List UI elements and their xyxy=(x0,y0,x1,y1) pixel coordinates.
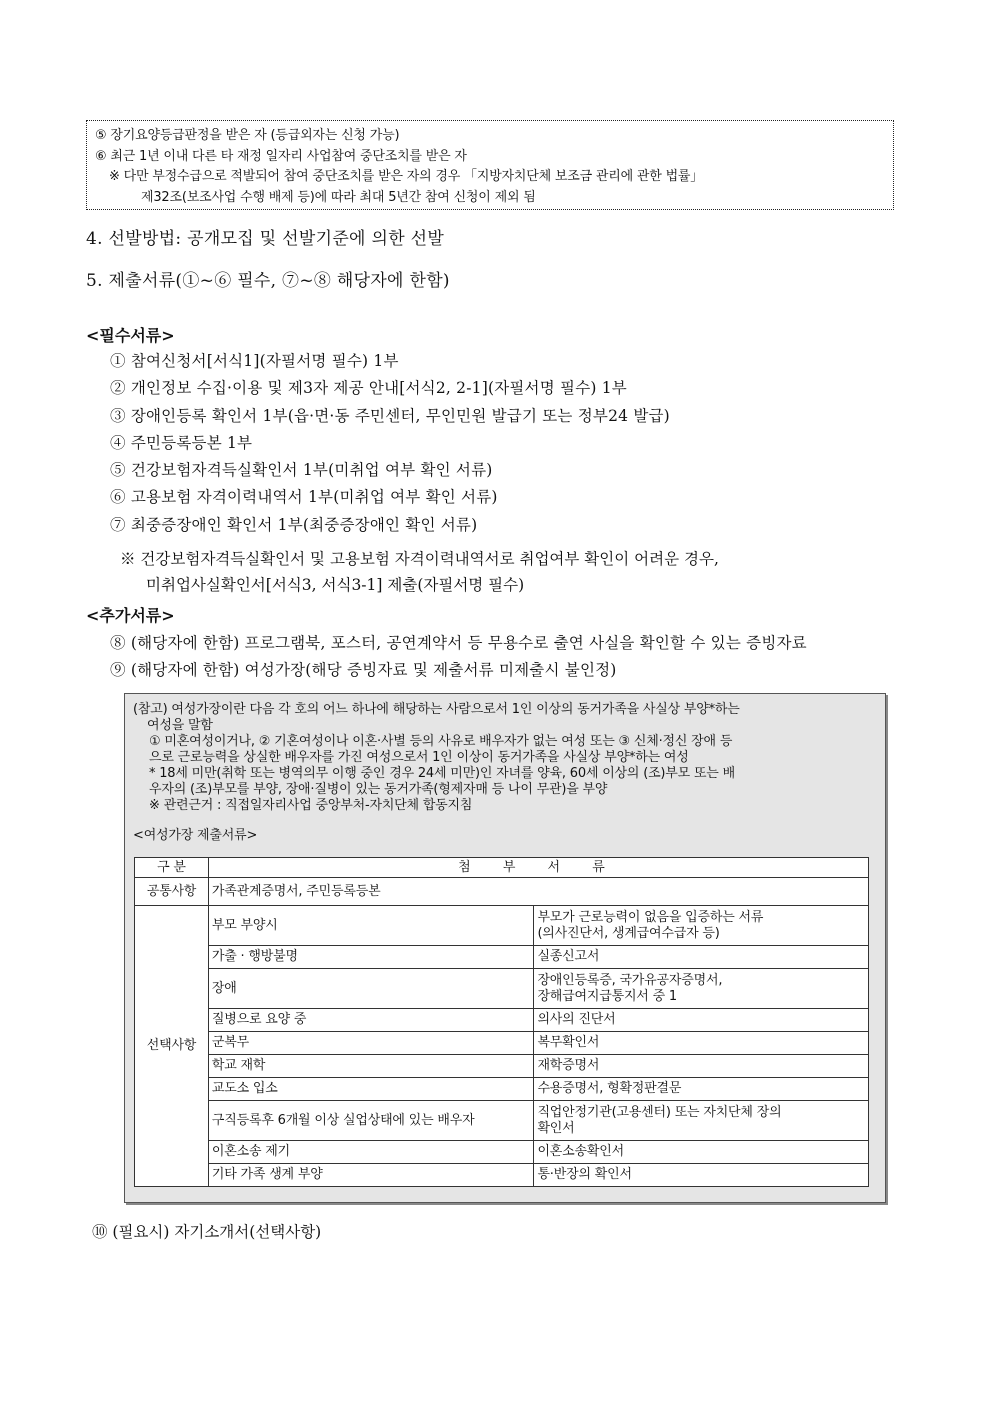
doc-line: 부모가 근로능력이 없음을 입증하는 서류 xyxy=(537,909,764,925)
exclusion-note-cont: 제32조(보조사업 수행 배제 등)에 따라 최대 5년간 참여 신청이 제외 됨 xyxy=(141,189,536,205)
table-row xyxy=(135,878,869,906)
list-item: ⑧ (해당자에 한함) 프로그램북, 포스터, 공연계약서 등 무용수로 출연 사실을 확인할 수 있는 증빙자료 xyxy=(110,634,807,652)
doc-cell: 수용증명서, 형확정판결문 xyxy=(534,1078,869,1101)
table-header-category: 구 분 xyxy=(135,858,209,878)
common-label: 공통사항 xyxy=(135,878,209,906)
table-row xyxy=(135,1078,869,1101)
table-row xyxy=(135,946,869,969)
exclusion-item-6: ⑥ 최근 1년 이내 다른 타 재정 일자리 사업참여 중단조치를 받은 자 xyxy=(95,148,467,164)
exclusion-item-5: ⑤ 장기요양등급판정을 받은 자 (등급외자는 신청 가능) xyxy=(95,128,400,143)
reference-definition-cont: 여성을 말함 xyxy=(147,718,213,733)
reference-basis: ※ 관련근거 : 직접일자리사업 중앙부처-자치단체 합동지침 xyxy=(149,798,473,813)
list-item: ③ 장애인등록 확인서 1부(읍·면·동 주민센터, 무인민원 발급기 또는 정부24 발급) xyxy=(110,406,670,425)
table-row xyxy=(135,1009,869,1032)
table-header-documents: 첨 부 서 류 xyxy=(208,858,868,878)
list-item: ② 개인정보 수집·이용 및 제3자 제공 안내[서식2, 2-1](자필서명 필수) 1부 xyxy=(110,379,627,398)
table-row xyxy=(135,1032,869,1055)
case-cell: 학교 재학 xyxy=(208,1055,534,1078)
doc-cell: 이혼소송확인서 xyxy=(534,1141,869,1164)
doc-cell: 복무확인서 xyxy=(534,1032,869,1055)
common-value: 가족관계증명서, 주민등록등본 xyxy=(208,878,868,906)
case-cell: 군복무 xyxy=(208,1032,534,1055)
reference-criteria-cont: 으로 근로능력을 상실한 배우자를 가진 여성으로서 1인 이상이 동거가족을 사실상 부양*하는 여성 xyxy=(149,750,689,765)
doc-cell: 통·반장의 확인서 xyxy=(534,1164,869,1187)
doc-line: 직업안정기관(고용센터) 또는 자치단체 장의 xyxy=(537,1104,782,1120)
reference-criteria: ① 미혼여성이거나, ② 기혼여성이나 이혼·사별 등의 사유로 배우자가 없는 여성 또는 ③ 신체·정신 장애 등 xyxy=(149,734,733,749)
list-item: ④ 주민등록등본 1부 xyxy=(110,433,253,452)
required-docs-note xyxy=(120,546,719,598)
doc-cell: 의사의 진단서 xyxy=(534,1009,869,1032)
list-item: ① 참여신청서[서식1](자필서명 필수) 1부 xyxy=(110,352,399,370)
case-cell: 가출 · 행방불명 xyxy=(208,946,534,969)
case-cell: 이혼소송 제기 xyxy=(208,1141,534,1164)
section-5-heading: 5. 제출서류(①~⑥ 필수, ⑦~⑧ 해당자에 한함) xyxy=(86,271,450,291)
doc-cell: 재학증명서 xyxy=(534,1055,869,1078)
optional-label: 선택사항 xyxy=(135,906,209,1187)
doc-line: (의사진단서, 생계급여수급자 등) xyxy=(537,925,720,941)
required-docs-list xyxy=(110,348,670,539)
table-row xyxy=(135,1101,869,1141)
female-head-docs-table xyxy=(134,857,869,1187)
reference-footnote-cont: 우자의 (조)부모를 부양, 장애·질병이 있는 동거가족(형제자매 등 나이 무관)을 부양 xyxy=(149,782,608,797)
table-row xyxy=(135,906,869,946)
case-cell: 기타 가족 생계 부양 xyxy=(208,1164,534,1187)
case-cell: 부모 부양시 xyxy=(208,906,534,946)
case-cell: 교도소 입소 xyxy=(208,1078,534,1101)
table-row xyxy=(135,969,869,1009)
case-cell: 장애 xyxy=(208,969,534,1009)
table-header-row xyxy=(135,858,869,878)
section-4-heading: 4. 선발방법: 공개모집 및 선발기준에 의한 선발 xyxy=(86,229,445,249)
doc-cell xyxy=(534,906,869,946)
reference-table-title: <여성가장 제출서류> xyxy=(133,828,258,843)
case-cell: 구직등록후 6개월 이상 실업상태에 있는 배우자 xyxy=(208,1101,534,1141)
additional-docs-list xyxy=(110,630,807,685)
doc-line: 장해급여지급통지서 중 1 xyxy=(537,988,677,1004)
table-row xyxy=(135,1164,869,1187)
table-row xyxy=(135,1141,869,1164)
self-introduction-item: ⑩ (필요시) 자기소개서(선택사항) xyxy=(92,1223,322,1241)
additional-docs-title: <추가서류> xyxy=(86,606,175,625)
reference-definition: (참고) 여성가장이란 다음 각 호의 어느 하나에 해당하는 사람으로서 1인 이상의 동거가족을 사실상 부양*하는 xyxy=(133,702,740,717)
doc-cell xyxy=(534,969,869,1009)
female-head-reference-box xyxy=(124,693,886,1203)
table-row xyxy=(135,1055,869,1078)
list-item: ⑦ 최중증장애인 확인서 1부(최중증장애인 확인 서류) xyxy=(110,515,478,534)
required-docs-title: <필수서류> xyxy=(86,326,175,345)
list-item: ⑨ (해당자에 한함) 여성가장(해당 증빙자료 및 제출서류 미제출시 불인정) xyxy=(110,661,617,680)
list-item: ⑤ 건강보험자격득실확인서 1부(미취업 여부 확인 서류) xyxy=(110,461,493,480)
note-line-2: 미취업사실확인서[서식3, 서식3-1] 제출(자필서명 필수) xyxy=(146,576,525,594)
doc-line: 확인서 xyxy=(537,1120,575,1136)
note-line-1: ※ 건강보험자격득실확인서 및 고용보험 자격이력내역서로 취업여부 확인이 어려운 경우, xyxy=(120,550,719,568)
list-item: ⑥ 고용보험 자격이력내역서 1부(미취업 여부 확인 서류) xyxy=(110,488,498,507)
eligibility-exclusion-box xyxy=(86,120,894,210)
doc-cell: 실종신고서 xyxy=(534,946,869,969)
exclusion-note: ※ 다만 부정수급으로 적발되어 참여 중단조치를 받은 자의 경우 「지방자치단체 보조금 관리에 관한 법률」 xyxy=(109,169,704,184)
case-cell: 질병으로 요양 중 xyxy=(208,1009,534,1032)
doc-cell xyxy=(534,1101,869,1141)
reference-footnote: * 18세 미만(취학 또는 병역의무 이행 중인 경우 24세 미만)인 자녀를 양육, 60세 이상의 (조)부모 또는 배 xyxy=(149,766,735,781)
doc-line: 장애인등록증, 국가유공자증명서, xyxy=(537,972,723,988)
